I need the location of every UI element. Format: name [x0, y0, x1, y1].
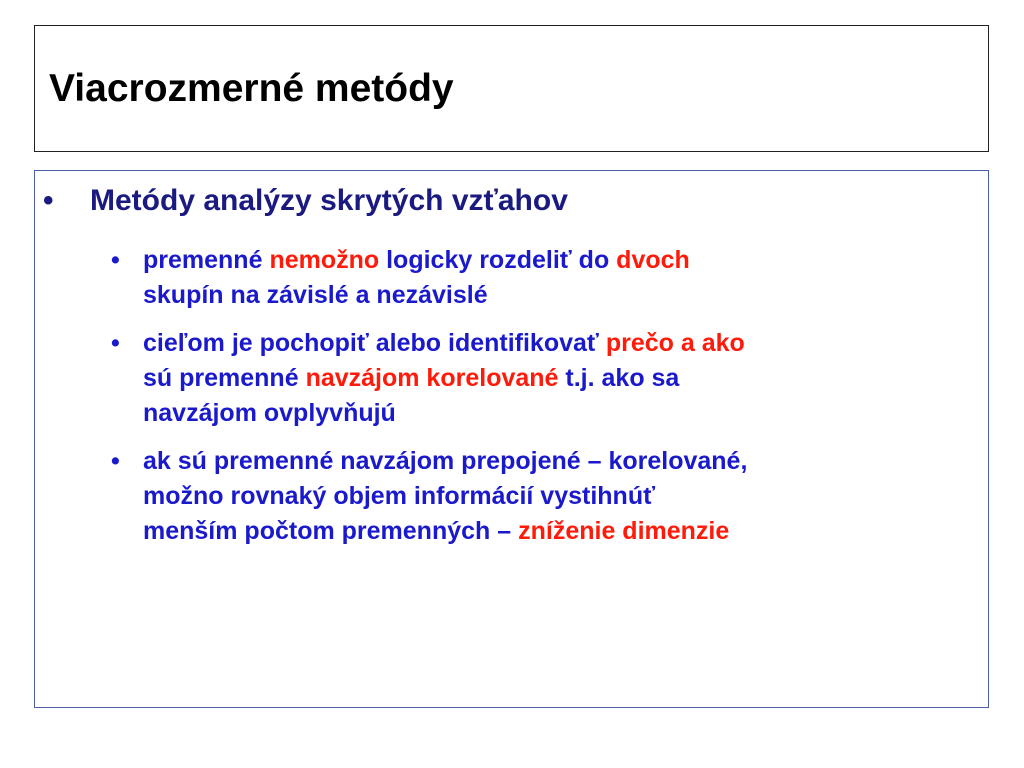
sub-bullet-marker: • [111, 447, 120, 475]
main-bullet-text: Metódy analýzy skrytých vzťahov [90, 184, 568, 217]
highlight-text: dvoch [616, 246, 690, 274]
text-segment: premenné [143, 246, 270, 274]
sub-bullet-list [35, 243, 985, 562]
sub-bullet-text [143, 243, 973, 313]
text-segment: sú premenné [143, 364, 306, 392]
text-line: skupín na závislé a nezávislé [143, 281, 488, 309]
text-line [143, 243, 973, 278]
bullet-marker: • [43, 184, 54, 217]
text-line: ak sú premenné navzájom prepojené – korelované, [143, 447, 748, 475]
sub-bullet-text [143, 444, 973, 549]
highlight-text: prečo a ako [605, 329, 745, 357]
text-line [143, 361, 973, 396]
text-segment: menším počtom premenných – [143, 517, 519, 545]
title-box [34, 25, 989, 152]
sub-bullet-item [35, 243, 985, 313]
sub-bullet-marker: • [111, 329, 120, 357]
highlight-text: nemožno [269, 246, 380, 274]
text-line: možno rovnaký objem informácií vystihnúť [143, 482, 656, 510]
text-segment: t.j. ako sa [558, 364, 680, 392]
sub-bullet-item [35, 444, 985, 549]
sub-bullet-text [143, 326, 973, 431]
text-line [143, 326, 973, 361]
text-line [143, 514, 973, 549]
sub-bullet-item [35, 326, 985, 431]
highlight-text: zníženie dimenzie [518, 517, 730, 545]
sub-bullet-marker: • [111, 246, 120, 274]
text-line: navzájom ovplyvňujú [143, 399, 396, 427]
highlight-text: navzájom korelované [305, 364, 559, 392]
slide-title: Viacrozmerné metódy [49, 67, 454, 110]
text-segment: logicky rozdeliť do [379, 246, 617, 274]
text-segment: cieľom je pochopiť alebo identifikovať [143, 329, 606, 357]
content-box [34, 170, 989, 708]
